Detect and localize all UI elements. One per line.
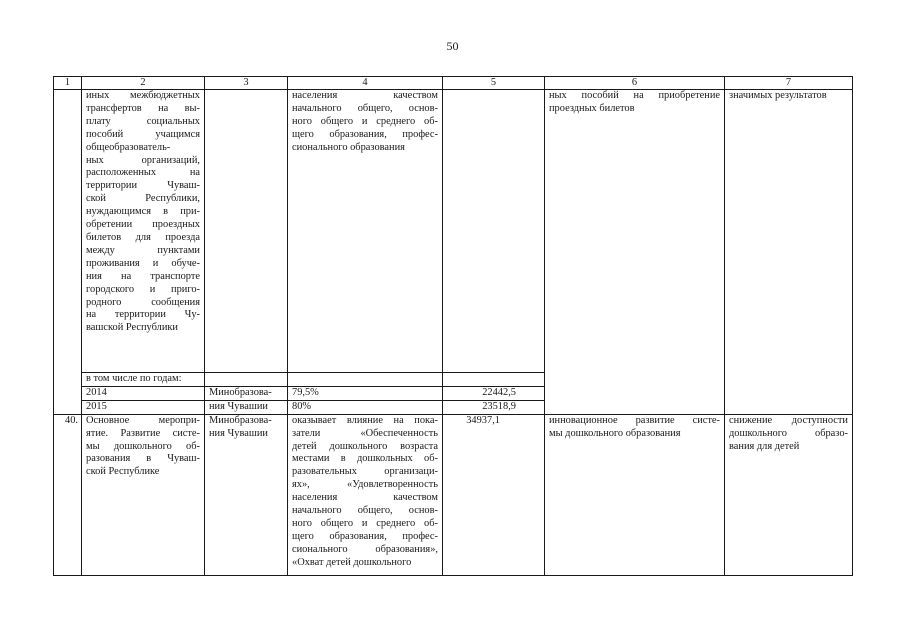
row-number-cell xyxy=(54,90,82,415)
program-table xyxy=(53,76,853,576)
amount-value: 23518,9 xyxy=(443,400,545,414)
executor-cell xyxy=(205,373,288,387)
column-number-row xyxy=(54,77,853,90)
consequence-cell: значимых результатов xyxy=(725,90,853,415)
row-number-cell: 40. xyxy=(54,414,82,575)
executor-cell: Минобразова- xyxy=(205,386,288,400)
column-header: 3 xyxy=(205,77,288,90)
executor-cell: ния Чувашии xyxy=(205,400,288,414)
column-header: 4 xyxy=(288,77,443,90)
amount-cell xyxy=(443,90,545,373)
executor-cell xyxy=(205,90,288,373)
executor-cell: Минобразова- ния Чувашии xyxy=(205,414,288,575)
amount-cell xyxy=(443,373,545,387)
indicator-value: 79,5% xyxy=(288,386,443,400)
amount-value: 22442,5 xyxy=(443,386,545,400)
measure-name-cell: Основное меропри- ятие. Развитие систе- мы дошкольного об- разования в Чуваш- ской Республике xyxy=(82,414,205,575)
indicator-value: 80% xyxy=(288,400,443,414)
page-number: 50 xyxy=(446,39,459,53)
measure-row-40 xyxy=(54,414,853,575)
result-cell: ных пособий на приобретение проездных билетов xyxy=(545,90,725,415)
years-label: в том числе по годам: xyxy=(82,373,205,387)
continuation-row xyxy=(54,90,853,373)
column-header: 1 xyxy=(54,77,82,90)
amount-value: 34937,1 xyxy=(443,414,545,575)
column-header: 2 xyxy=(82,77,205,90)
column-header: 7 xyxy=(725,77,853,90)
consequence-cell: снижение доступности дошкольного образо- вания для детей xyxy=(725,414,853,575)
column-header: 6 xyxy=(545,77,725,90)
indicator-cell: оказывает влияние на пока- затели «Обеспеченность детей дошкольного возраста местами в дошкольных об- разовательных организаци- ях», «Удовлетворенность населения качеством начального общего, основ- ного общего и среднего об- щего образования, профес- сионального образования», «Охват детей дошкольного xyxy=(288,414,443,575)
year-cell: 2015 xyxy=(82,400,205,414)
column-header: 5 xyxy=(443,77,545,90)
measure-name-cell: иных межбюджетных трансфертов на вы- плату социальных пособий учащимся общеобразователь- ных организаций, расположенных на территории Чуваш- ской Республики, нуждающимся в при- обретении проездных билетов для проезда между пунктами проживания и обуче- ния на транспорте городского и приго- родного сообщения на территории Чу- вашской Республики xyxy=(82,90,205,373)
indicator-cell xyxy=(288,373,443,387)
year-cell: 2014 xyxy=(82,386,205,400)
indicator-cell: населения качеством начального общего, основ- ного общего и среднего об- щего образования, профес- сионального образования xyxy=(288,90,443,373)
result-cell: инновационное развитие систе- мы дошкольного образования xyxy=(545,414,725,575)
